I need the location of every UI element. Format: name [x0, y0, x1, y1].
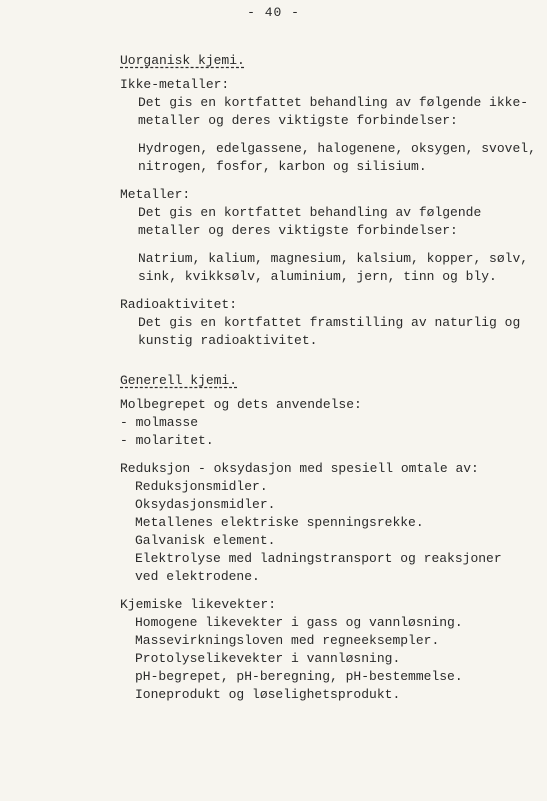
subsection-label-ikke-metaller: Ikke-metaller:: [120, 77, 230, 92]
redoks-item-5b: ved elektrodene.: [135, 569, 260, 584]
redoks-item-4: Galvanisk element.: [135, 533, 276, 548]
likevekter-item-2: Massevirkningsloven med regneeksempler.: [135, 633, 440, 648]
likevekter-item-1: Homogene likevekter i gass og vannløsning.: [135, 615, 463, 630]
ikke-metaller-list-line-1: Hydrogen, edelgassene, halogenene, oksygen, svovel,: [138, 141, 536, 156]
page-number: - 40 -: [247, 5, 300, 20]
metaller-desc-line-2: metaller og deres viktigste forbindelser:: [138, 223, 458, 238]
redoks-item-3: Metallenes elektriske spenningsrekke.: [135, 515, 424, 530]
likevekter-item-5: Ioneprodukt og løselighetsprodukt.: [135, 687, 401, 702]
molbegrepet-item-2: - molaritet.: [120, 433, 214, 448]
metaller-desc-line-1: Det gis en kortfattet behandling av følgende: [138, 205, 482, 220]
subsection-label-redoks: Reduksjon - oksydasjon med spesiell omtale av:: [120, 461, 479, 476]
ikke-metaller-list-line-2: nitrogen, fosfor, karbon og silisium.: [138, 159, 427, 174]
radioaktivitet-desc-line-2: kunstig radioaktivitet.: [138, 333, 318, 348]
subsection-label-molbegrepet: Molbegrepet og dets anvendelse:: [120, 397, 362, 412]
radioaktivitet-desc-line-1: Det gis en kortfattet framstilling av naturlig og: [138, 315, 521, 330]
subsection-label-radioaktivitet: Radioaktivitet:: [120, 297, 238, 312]
ikke-metaller-desc-line-2: metaller og deres viktigste forbindelser:: [138, 113, 458, 128]
ikke-metaller-desc-line-1: Det gis en kortfattet behandling av følgende ikke-: [138, 95, 529, 110]
subsection-label-metaller: Metaller:: [120, 187, 191, 202]
section-title-uorganisk: Uorganisk kjemi.: [120, 53, 245, 68]
likevekter-item-4: pH-begrepet, pH-beregning, pH-bestemmelse.: [135, 669, 463, 684]
likevekter-item-3: Protolyselikevekter i vannløsning.: [135, 651, 401, 666]
molbegrepet-item-1: - molmasse: [120, 415, 199, 430]
redoks-item-2: Oksydasjonsmidler.: [135, 497, 276, 512]
section-title-generell: Generell kjemi.: [120, 373, 238, 388]
redoks-item-5a: Elektrolyse med ladningstransport og reaksjoner: [135, 551, 502, 566]
subsection-label-likevekter: Kjemiske likevekter:: [120, 597, 277, 612]
metaller-list-line-1: Natrium, kalium, magnesium, kalsium, kopper, sølv,: [138, 251, 529, 266]
metaller-list-line-2: sink, kvikksølv, aluminium, jern, tinn og bly.: [138, 269, 497, 284]
document-body: [120, 52, 536, 704]
redoks-item-1: Reduksjonsmidler.: [135, 479, 268, 494]
